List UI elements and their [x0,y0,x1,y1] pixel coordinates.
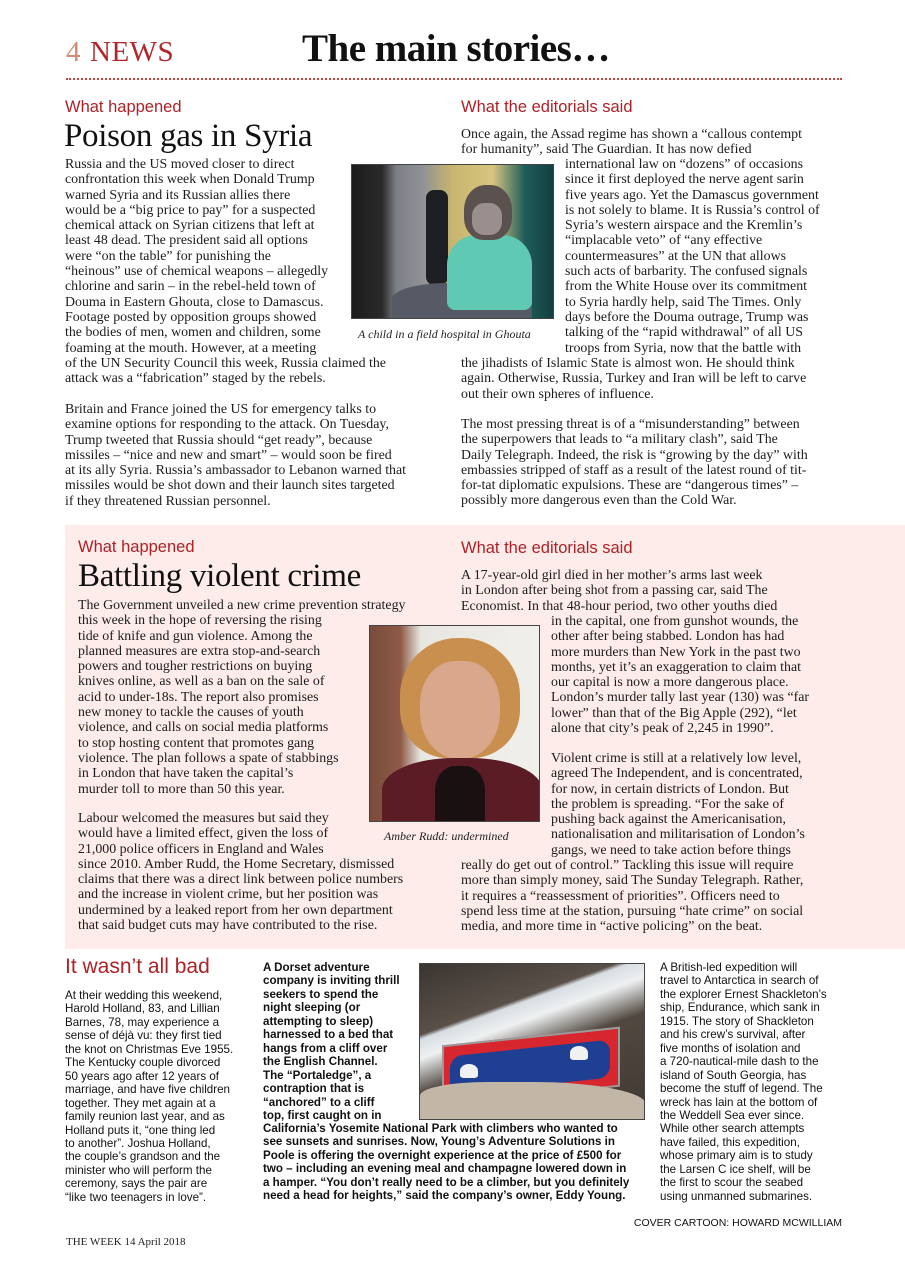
story2-headline: Battling violent crime [78,558,362,594]
text-line: for now, in certain districts of London. But [551,781,789,797]
text-line: Harold Holland, 83, and Lillian [65,1002,220,1016]
text-line: more than simply money, said The Sunday Telegraph. Rather, [461,873,804,889]
text-line: since it first deployed the nerve agent sarin [565,172,804,188]
text-line: to Syria hardly help, said The Times. Only [565,294,802,310]
text-line: travel to Antarctica in search of [660,974,819,988]
text-line: to stop hosting content that promotes gang [78,735,315,751]
text-line: Economist. In that 48-hour period, two other youths died [461,598,778,614]
story1-headline: Poison gas in Syria [64,118,313,154]
text-line: at its ally Syria. Russia’s ambassador to Lebanon warned that [65,463,407,479]
text-line: five months of isolation and [660,1041,801,1055]
text-line: Footage posted by opposition groups showed [65,309,317,325]
story2-editorial-wrap-2 [551,751,805,858]
text-line: the bodies of men, women and children, some [65,325,321,341]
text-line: Douma in Eastern Ghouta, close to Damascus. [65,294,324,310]
cover-credit: COVER CARTOON: HOWARD MCWILLIAM [633,1217,842,1229]
text-line: the knot on Christmas Eve 1955. [65,1042,234,1056]
text-line: contraption that is [263,1082,365,1096]
story2-editorial-top [461,568,777,614]
text-line: The most pressing threat is of a “misunderstanding” between [461,417,800,432]
text-line: The Kentucky couple divorced [65,1056,221,1070]
text-line: lower” than that of the Big Apple (292), “let [551,705,797,721]
text-line: “heinous” use of chemical weapons – allegedly [65,264,329,280]
text-line: new money to tackle the causes of youth [78,705,304,721]
photo-helmet [570,1046,588,1060]
text-line: of the UN Security Council this week, Russia claimed the [65,355,386,371]
text-line: is not solely to blame. It is Russia’s control of [565,202,820,218]
good-news-title: It wasn’t all bad [65,955,210,978]
text-line: confrontation this week when Donald Trump [65,172,315,188]
text-line: Russia and the US moved closer to direct [65,157,295,172]
text-line: see sunsets and sunrises. Now, Young’s Adventure Solutions in [263,1135,615,1149]
text-line: Barnes, 78, may experience a [65,1015,220,1029]
text-line: from the White House over its commitment [565,279,808,295]
text-line: months, yet it’s an exaggeration to claim that [551,659,801,675]
story1-happened-text [65,157,386,386]
text-line: the superpowers that leads to “a military clash”, said The [461,432,778,448]
text-line: A Dorset adventure [263,961,370,974]
text-line: missiles would be shot down and their launch sites targeted [65,478,395,494]
story1-happened-text-2 [65,402,406,509]
text-line: the first to scour the seabed [660,1176,804,1190]
text-line: troops from Syria, now that the battle with [565,340,802,356]
text-line: marriage, and have five children [65,1083,230,1097]
text-line: more murders than New York in the past two [551,644,801,660]
text-line: days before the Douma outrage, Trump was [565,309,809,325]
text-line: spend less time at the station, pursuing “hate crime” on social [461,903,804,919]
text-line: hangs from a cliff over [263,1041,388,1055]
photo-helmet [460,1064,478,1078]
portaledge-photo [419,963,645,1120]
text-line: in London after being shot from a passing car, said The [461,583,768,599]
text-line: ceremony, says the pair are [65,1177,208,1191]
text-line: whose primary aim is to study [660,1149,813,1163]
story2-happened-text-2 [78,811,403,933]
text-line: Britain and France joined the US for emergency talks to [65,402,377,417]
text-line: chlorine and sarin – in the rebel-held town of [65,279,316,295]
text-line: really do get out of control.” Tackling this issue will require [461,858,794,873]
text-line: Daily Telegraph. Indeed, the risk is “growing by the day” with [461,447,808,463]
text-line: for-tat diplomatic expulsions. These are “dangerous times” – [461,478,799,494]
text-line: seekers to spend the [263,987,379,1001]
text-line: While other search attempts [660,1122,805,1136]
story2-left-kicker: What happened [78,538,195,556]
text-line: since 2010. Amber Rudd, the Home Secretary, dismissed [78,856,395,872]
text-line: knives online, as well as a ban on the sale of [78,674,325,690]
text-line: top, first caught on in [263,1108,382,1122]
text-line: and his crew’s survival, after [660,1028,806,1042]
text-line: countermeasures” at the UN that allows [565,248,787,264]
text-line: using unmanned submarines. [660,1189,813,1203]
text-line: A British-led expedition will [660,961,798,974]
text-line: The “Portaledge”, a [263,1068,372,1082]
text-line: the Weddell Sea ever since. [660,1108,805,1122]
text-line: Holland puts it, “one thing led [65,1123,216,1137]
photo-rock [420,1082,645,1120]
text-line: for humanity”, said The Guardian. It has now defied [461,142,752,158]
text-line: murder toll to more than 50 this year. [78,781,285,797]
text-line: missiles – “nice and new and smart” – would soon be fired [65,447,392,463]
text-line: and the increase in violent crime, but her position was [78,887,379,903]
text-line: violence, and calls on social media platforms [78,720,329,736]
text-line: A 17-year-old girl died in her mother’s arms last week [461,568,763,583]
text-line: At their wedding this weekend, [65,989,223,1002]
text-line: minister who will perform the [65,1163,212,1177]
text-line: 50 years ago after 12 years of [65,1069,220,1083]
text-line: warned Syria and its Russian allies there [65,187,291,203]
photo-child-body [447,235,532,310]
text-line: in the capital, one from gunshot wounds, the [551,614,799,629]
text-line: chemical attack on Syrian citizens that left at [65,218,315,234]
text-line: become the stuff of legend. The [660,1082,823,1096]
text-line: talking of the “rapid withdrawal” of all US [565,325,803,341]
text-line: Syria’s western airspace and the Kremlin’s [565,218,803,234]
text-line: five years ago. Yet the Damascus government [565,187,819,203]
story2-editorial-full [461,858,803,934]
text-line: attack was a “fabrication” staged by the rebels. [65,371,326,387]
text-line: least 48 dead. The president said all options [65,233,308,249]
text-line: examine options for responding to the attack. On Tuesday, [65,417,389,433]
text-line: Labour welcomed the measures but said they [78,811,329,826]
text-line: tide of knife and gun violence. Among the [78,628,313,644]
syria-photo-caption: A child in a field hospital in Ghouta [358,327,531,341]
text-line: wreck has lain at the bottom of [660,1095,818,1109]
text-line: the explorer Ernest Shackleton’s [660,987,827,1001]
text-line: that said budget cuts may have contributed to the rise. [78,918,378,934]
text-line: possibly more dangerous even than the Cold War. [461,493,737,509]
photo-figure [426,190,448,285]
story2-happened-text [78,598,405,797]
text-line: London’s murder tally last year (130) was “far [551,690,810,706]
text-line: family reunion last year, and as [65,1110,225,1124]
header-divider [66,78,842,80]
text-line: this week in the hope of reversing the rising [78,613,322,629]
text-line: would be a “big price to pay” for a suspected [65,202,316,218]
text-line: “implacable veto” of “any effective [565,233,763,249]
text-line: Once again, the Assad regime has shown a “callous contempt [461,127,802,142]
text-line: the English Channel. [263,1055,378,1069]
text-line: need a head for heights,” said the company’s owner, Eddy Young. [263,1189,626,1203]
story2-right-kicker: What the editorials said [461,539,633,557]
text-line: embassies stripped of staff as a result of the latest round of tit- [461,462,807,478]
story1-left-kicker: What happened [65,98,182,116]
shackleton-story-text [660,961,827,1203]
photo-top [435,766,485,822]
text-line: Violent crime is still at a relatively low level, [551,751,802,766]
text-line: together. They met again at a [65,1096,216,1110]
footer-issue-date: THE WEEK 14 April 2018 [66,1236,186,1248]
text-line: sense of déjà vu: they first tied [65,1029,222,1043]
story1-editorial-full [461,356,806,402]
text-line: 21,000 police officers in England and Wales [78,841,324,857]
text-line: two – including an evening meal and champagne lowered down in [263,1162,627,1176]
text-line: in London that have taken the capital’s [78,766,294,782]
syria-child-photo [351,164,554,319]
story1-editorial-text-2 [461,417,808,509]
rudd-photo-caption: Amber Rudd: undermined [384,829,509,843]
text-line: harnessed to a bed that [263,1028,394,1042]
text-line: international law on “dozens” of occasions [565,157,803,172]
text-line: powers and tougher restrictions on buying [78,659,313,675]
photo-face [420,661,500,759]
text-line: have failed, this expedition, [660,1135,800,1149]
text-line: media, and more time in “active policing” on the beat. [461,919,763,935]
text-line: 1915. The story of Shackleton [660,1014,814,1028]
text-line: foaming at the mouth. However, at a meeting [65,340,317,356]
photo-child-face [472,203,502,235]
section-label: NEWS [90,36,175,68]
text-line: out their own spheres of influence. [461,386,654,402]
text-line: island of South Georgia, has [660,1068,807,1082]
text-line: agreed The Independent, and is concentrated, [551,766,803,782]
text-line: “anchored” to a cliff [263,1095,375,1109]
text-line: other after being stabbed. London has had [551,629,785,645]
text-line: our capital is now a more dangerous place. [551,675,789,691]
page-title: The main stories… [302,27,610,70]
portaledge-story-wrap [263,961,400,1122]
text-line: were “on the table” for punishing the [65,248,271,264]
text-line: acid to under-18s. The report also promises [78,689,319,705]
text-line: Poole is offering the overnight experience at the price of £500 for [263,1148,622,1162]
text-line: “like two teenagers in love”. [65,1190,207,1204]
portaledge-story-full [263,1122,629,1203]
text-line: Trump tweeted that Russia should “get ready”, because [65,432,373,448]
text-line: to another”. Joshua Holland, [65,1136,211,1150]
story2-editorial-wrap [551,614,809,736]
story1-editorial-top [461,127,802,158]
text-line: ship, Endurance, which sank in [660,1001,820,1015]
text-line: if they threatened Russian personnel. [65,493,271,509]
text-line: a 720-nautical-mile dash to the [660,1055,819,1069]
story1-editorial-wrap [565,157,820,356]
text-line: such acts of barbarity. The confused signals [565,264,808,280]
text-line: the problem is spreading. “For the sake of [551,796,784,812]
text-line: company is inviting thrill [263,974,400,988]
text-line: gangs, we need to take action before things [551,842,791,858]
text-line: undermined by a leaked report from her own department [78,902,393,918]
text-line: night sleeping (or [263,1001,361,1015]
text-line: nationalisation and militarisation of London’s [551,827,805,843]
text-line: pushing back against the Americanisation, [551,812,786,828]
text-line: again. Otherwise, Russia, Turkey and Iran will be left to carve [461,371,807,387]
text-line: violence. The plan follows a spate of stabbings [78,750,339,766]
story1-right-kicker: What the editorials said [461,98,633,116]
wedding-story-text [65,989,233,1204]
text-line: the couple’s grandson and the [65,1150,221,1164]
text-line: the Larsen C ice shelf, will be [660,1162,811,1176]
text-line: a hamper. “You don’t really need to be a climber, but you definitely [263,1175,630,1189]
text-line: attempting to sleep) [263,1014,374,1028]
text-line: claims that there was a direct link between police numbers [78,872,404,888]
text-line: California’s Yosemite National Park with climbers who wanted to [263,1122,618,1135]
text-line: The Government unveiled a new crime prevention strategy [78,598,406,613]
text-line: alone that city’s peak of 2,245 in 1990”. [551,721,774,737]
amber-rudd-photo [369,625,540,822]
page-number: 4 [66,36,81,68]
text-line: planned measures are extra stop-and-search [78,643,321,659]
text-line: it requires a “reassessment of priorities”. Officers need to [461,888,780,904]
text-line: would have a limited effect, given the loss of [78,826,329,842]
text-line: the jihadists of Islamic State is almost won. He should think [461,356,795,371]
